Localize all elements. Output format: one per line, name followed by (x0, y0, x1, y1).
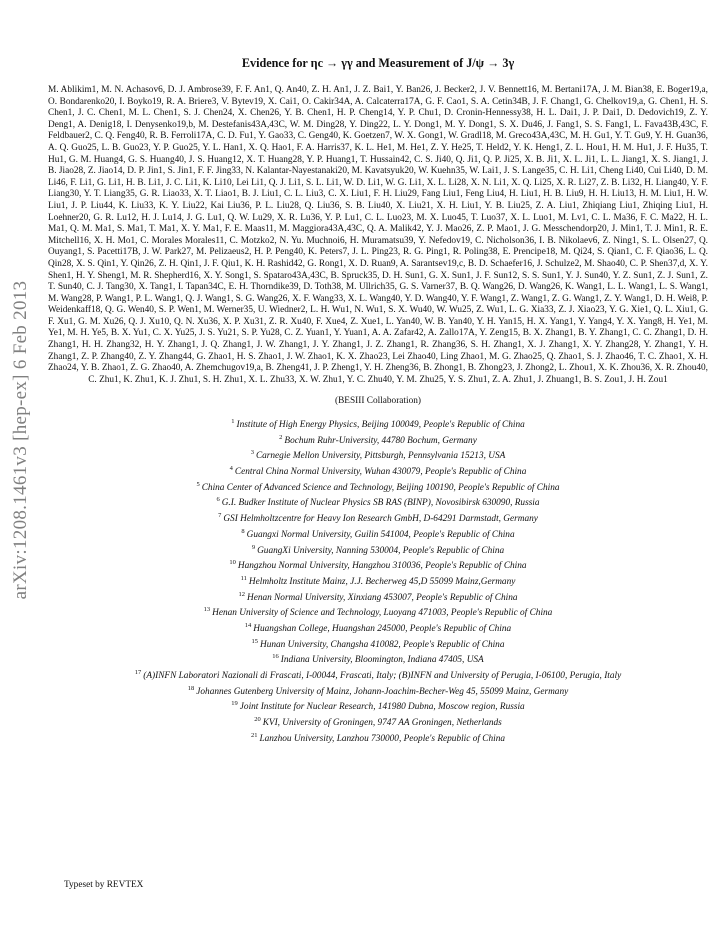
affiliation-item (48, 432, 708, 448)
affiliation-number: 8 (241, 527, 245, 535)
affiliation-text: Bochum Ruhr-University, 44780 Bochum, Germany (284, 435, 477, 446)
affiliation-number: 10 (229, 559, 236, 567)
affiliation-item (48, 542, 708, 558)
affiliation-number: 9 (251, 543, 256, 551)
affiliation-number: 5 (196, 480, 200, 488)
affiliation-text: Johannes Gutenberg University of Mainz, Johann-Joachim-Becher-Weg 45, 55099 Mainz, Germany (196, 686, 569, 697)
affiliation-number: 7 (218, 512, 222, 520)
affiliation-item (48, 526, 708, 542)
affiliation-text: Guangxi Normal University, Guilin 541004, People's Republic of China (246, 529, 515, 540)
author-list: M. Ablikim1, M. N. Achasov6, D. J. Ambrose39, F. F. An1, Q. An40, Z. H. An1, J. Z. Bai1, Y. Ban26, J. Becker2, J. V. Bennett16, M. Bertani17A, J. M. Bian38, E. Boger19,a, O. Bondarenko20, I. Boyko19, R. A. Briere3, V. Bytev19, X. Cai1, O. Cakir34A, A. Calcaterra17A, G. F. Cao1, S. A. Cetin34B, J. F. Chang1, G. Chelkov19,a, G. Chen1, H. S. Chen1, J. C. Chen1, M. L. Chen1, S. J. Chen24, X. Chen26, Y. B. Chen1, H. P. Cheng14, Y. P. Chu1, D. Cronin-Hennessy38, H. L. Dai1, J. P. Dai1, D. Dedovich19, Z. Y. Deng1, A. Denig18, I. Denysenko19,b, M. Destefanis43A,43C, W. M. Ding28, Y. Ding22, L. Y. Dong1, M. Y. Dong1, S. X. Du46, J. Fang1, S. S. Fang1, L. Fava43B,43C, F. Feldbauer2, C. Q. Feng40, R. B. Ferroli17A, C. D. Fu1, Y. Gao33, C. Geng40, K. Goetzen7, W. X. Gong1, W. Gradl18, M. Greco43A,43C, M. H. Gu1, Y. T. Gu9, Y. H. Guan36, A. Q. Guo25, L. B. Guo23, Y. P. Guo25, Y. L. Han1, X. Q. Hao1, F. A. Harris37, K. L. He1, M. He1, Z. Y. He25, T. Held2, Y. K. Heng1, Z. L. Hou1, H. M. Hu1, J. F. Hu35, T. Hu1, G. M. Huang4, G. S. Huang40, J. S. Huang12, X. T. Huang28, Y. P. Huang1, T. Hussain42, C. S. Ji40, Q. Ji1, Q. P. Ji25, X. B. Ji1, X. L. Ji1, L. L. Jiang1, X. S. Jiang1, J. B. Jiao28, Z. Jiao14, D. P. Jin1, S. Jin1, F. F. Jing33, N. Kalantar-Nayestanaki20, M. Kavatsyuk20, W. Kuehn35, W. Lai1, J. S. Lange35, C. H. Li1, Cheng Li40, Cui Li40, D. M. Li46, F. Li1, G. Li1, H. B. Li1, J. C. Li1, K. Li10, Lei Li1, Q. J. Li1, S. L. Li1, W. D. Li1, W. G. Li1, X. L. Li28, X. N. Li1, X. Q. Li25, X. R. Li27, Z. B. Li32, H. Liang40, Y. F. Liang30, Y. T. Liang35, G. R. Liao33, X. T. Liao1, B. J. Liu1, C. L. Liu3, C. X. Liu1, F. H. Liu29, Fang Liu1, Feng Liu4, H. Liu1, H. B. Liu9, H. H. Liu13, H. M. Liu1, H. W. Liu1, J. P. Liu44, K. Liu33, K. Y. Liu22, Kai Liu36, P. L. Liu28, Q. Liu36, S. B. Liu40, X. Liu21, X. H. Liu1, Y. B. Liu25, Z. A. Liu1, Zhiqiang Liu1, Zhiqing Liu1, H. Loehner20, G. R. Lu12, H. J. Lu14, J. G. Lu1, Q. W. Lu29, X. R. Lu36, Y. P. Lu1, C. L. Luo23, M. X. Luo45, T. Luo37, X. L. Luo1, M. Lv1, C. L. Ma36, F. C. Ma22, H. L. Ma1, Q. M. Ma1, S. Ma1, T. Ma1, X. Y. Ma1, F. E. Maas11, M. Maggiora43A,43C, Q. A. Malik42, Y. J. Mao26, Z. P. Mao1, J. G. Messchendorp20, J. Min1, T. J. Min1, R. E. Mitchell16, X. H. Mo1, C. Morales Morales11, C. Motzko2, N. Yu. Muchnoi6, H. Muramatsu39, Y. Nefedov19, C. Nicholson36, I. B. Nikolaev6, Z. Ning1, S. L. Olsen27, Q. Ouyang1, S. Pacetti17B, J. W. Park27, M. Pelizaeus2, H. P. Peng40, K. Peters7, J. L. Ping23, R. G. Ping1, R. Poling38, E. Prencipe18, M. Qi24, S. Qian1, C. F. Qiao36, L. Q. Qin28, X. S. Qin1, Y. Qin26, Z. H. Qin1, J. F. Qiu1, K. H. Rashid42, G. Rong1, X. D. Ruan9, A. Sarantsev19,c, B. D. Schaefer16, J. Schulze2, M. Shao40, C. P. Shen37,d, X. Y. Shen1, H. Y. Sheng1, M. R. Shepherd16, X. Y. Song1, S. Spataro43A,43C, B. Spruck35, D. H. Sun1, G. X. Sun1, J. F. Sun12, S. S. Sun1, Y. J. Sun40, Y. Z. Sun1, Z. J. Sun1, Z. T. Sun40, C. J. Tang30, X. Tang1, I. Tapan34C, E. H. Thorndike39, D. Toth38, M. Ullrich35, G. S. Varner37, B. Q. Wang26, D. Wang26, K. Wang1, L. L. Wang1, L. S. Wang1, M. Wang28, P. Wang1, P. L. Wang1, Q. J. Wang1, S. G. Wang26, X. F. Wang33, X. L. Wang40, Y. D. Wang40, Y. F. Wang1, Z. Wang1, Z. G. Wang1, Z. Y. Wang1, D. H. Wei8, P. Weidenkaff18, Q. G. Wen40, S. P. Wen1, M. Werner35, U. Wiedner2, L. H. Wu1, N. Wu1, S. X. Wu40, W. Wu25, Z. Wu1, L. G. Xia33, Z. J. Xiao23, Y. G. Xie1, Q. L. Xiu1, G. F. Xu1, G. M. Xu26, Q. J. Xu10, Q. N. Xu36, X. P. Xu31, Z. R. Xu40, F. Xue4, Z. Xue1, L. Yan40, W. B. Yan40, Y. H. Yan15, H. X. Yang1, Y. Yang4, Y. X. Yang8, H. Ye1, M. Ye1, M. H. Ye5, B. X. Yu1, C. X. Yu25, J. S. Yu21, S. P. Yu28, C. Z. Yuan1, Y. Yuan1, A. A. Zafar42, A. Zallo17A, Y. Zeng15, B. X. Zhang1, B. Y. Zhang1, C. C. Zhang1, D. H. Zhang1, H. H. Zhang32, H. Y. Zhang1, J. Q. Zhang1, J. W. Zhang1, J. Y. Zhang1, J. Z. Zhang1, R. Zhang36, S. H. Zhang1, X. J. Zhang1, X. Y. Zhang28, Y. Zhang1, Y. H. Zhang1, Z. P. Zhang40, Z. Y. Zhang44, G. Zhao1, H. S. Zhao1, J. W. Zhao1, K. X. Zhao23, Lei Zhao40, Ling Zhao1, M. G. Zhao25, Q. Zhao1, S. J. Zhao46, T. C. Zhao1, X. H. Zhao24, Y. B. Zhao1, Z. G. Zhao40, A. Zhemchugov19,a, B. Zheng41, J. P. Zheng1, Y. H. Zheng36, B. Zhong1, B. Zhong23, J. Zhong2, L. Zhou1, X. K. Zhou36, X. R. Zhou40, C. Zhu1, K. Zhu1, K. J. Zhu1, S. H. Zhu1, X. L. Zhu33, X. W. Zhu1, Y. C. Zhu40, Y. M. Zhu25, Y. S. Zhu1, Z. A. Zhu1, J. Zhuang1, B. S. Zou1, J. H. Zou1 (48, 85, 708, 385)
affiliation-number: 13 (203, 606, 211, 614)
affiliation-number: 2 (279, 433, 283, 441)
affiliation-list (48, 416, 708, 745)
affiliation-item (48, 573, 708, 589)
affiliation-item (48, 479, 708, 495)
affiliation-item (48, 636, 708, 652)
affiliation-number: 21 (250, 731, 258, 739)
affiliation-item (48, 714, 708, 730)
affiliation-text: Henan University of Science and Technology, Luoyang 471003, People's Republic of China (212, 608, 553, 619)
affiliation-number: 16 (272, 653, 279, 661)
affiliation-text: Indiana University, Bloomington, Indiana 47405, USA (280, 655, 484, 666)
affiliation-number: 17 (134, 669, 142, 677)
affiliation-text: Joint Institute for Nuclear Research, 141980 Dubna, Moscow region, Russia (239, 702, 525, 713)
paper-title: Evidence for ηc → γγ and Measurement of J/ψ → 3γ (241, 56, 515, 70)
affiliation-text: Institute of High Energy Physics, Beijing 100049, People's Republic of China (236, 420, 525, 431)
affiliation-number: 20 (254, 716, 261, 724)
affiliation-item (48, 667, 708, 683)
collaboration-name: (BESIII Collaboration) (335, 396, 421, 407)
affiliation-item (48, 494, 708, 510)
affiliation-text: Huangshan College, Huangshan 245000, People's Republic of China (253, 624, 512, 635)
affiliation-number: 19 (231, 700, 238, 708)
paper-page (48, 56, 708, 745)
affiliation-item (48, 416, 708, 432)
arxiv-side-stamp (6, 0, 36, 932)
affiliation-item (48, 510, 708, 526)
affiliation-item (48, 651, 708, 667)
affiliation-text: Carnegie Mellon University, Pittsburgh, Pennsylvania 15213, USA (255, 451, 506, 462)
affiliation-item (48, 730, 708, 746)
affiliation-item (48, 683, 708, 699)
affiliation-text: GuangXi University, Nanning 530004, People's Republic of China (257, 545, 505, 556)
affiliation-text: GSI Helmholtzcentre for Heavy Ion Research GmbH, D-64291 Darmstadt, Germany (223, 514, 538, 525)
affiliation-text: Lanzhou University, Lanzhou 730000, People's Republic of China (259, 733, 505, 744)
affiliation-number: 4 (229, 465, 233, 473)
typeset-note: Typeset by REVTEX (64, 880, 144, 890)
affiliation-number: 12 (238, 590, 245, 598)
affiliation-text: Central China Normal University, Wuhan 430079, People's Republic of China (234, 467, 527, 478)
affiliation-number: 3 (250, 449, 254, 457)
affiliation-item (48, 557, 708, 573)
affiliation-item (48, 620, 708, 636)
affiliation-item (48, 604, 708, 620)
affiliation-number: 18 (187, 684, 195, 692)
arxiv-id: arXiv:1208.1461v3 [hep-ex] 6 Feb 2013 (10, 280, 31, 600)
affiliation-text: China Center of Advanced Science and Technology, Beijing 100190, People's Republic of China (201, 482, 560, 493)
affiliation-number: 14 (244, 621, 252, 629)
affiliation-text: Helmholtz Institute Mainz, J.J. Becherweg 45,D 55099 Mainz,Germany (248, 577, 516, 587)
affiliation-text: Henan Normal University, Xinxiang 453007, People's Republic of China (246, 592, 518, 603)
affiliation-item (48, 447, 708, 463)
affiliation-number: 1 (231, 418, 235, 426)
affiliation-item (48, 589, 708, 605)
affiliation-text: G.I. Budker Institute of Nuclear Physics SB RAS (BINP), Novosibirsk 630090, Russia (221, 498, 540, 509)
affiliation-item (48, 698, 708, 714)
affiliation-text: (A)INFN Laboratori Nazionali di Frascati, I-00044, Frascati, Italy; (B)INFN and University of Perugia, I-06100, Perugia, Italy (143, 671, 622, 682)
affiliation-number: 11 (240, 574, 247, 582)
affiliation-text: KVI, University of Groningen, 9747 AA Groningen, Netherlands (262, 718, 502, 729)
affiliation-text: Hunan University, Changsha 410082, People's Republic of China (260, 639, 505, 650)
affiliation-number: 15 (251, 637, 259, 645)
affiliation-text: Hangzhou Normal University, Hangzhou 310036, People's Republic of China (237, 561, 527, 572)
affiliation-item (48, 463, 708, 479)
affiliation-number: 6 (216, 496, 220, 504)
